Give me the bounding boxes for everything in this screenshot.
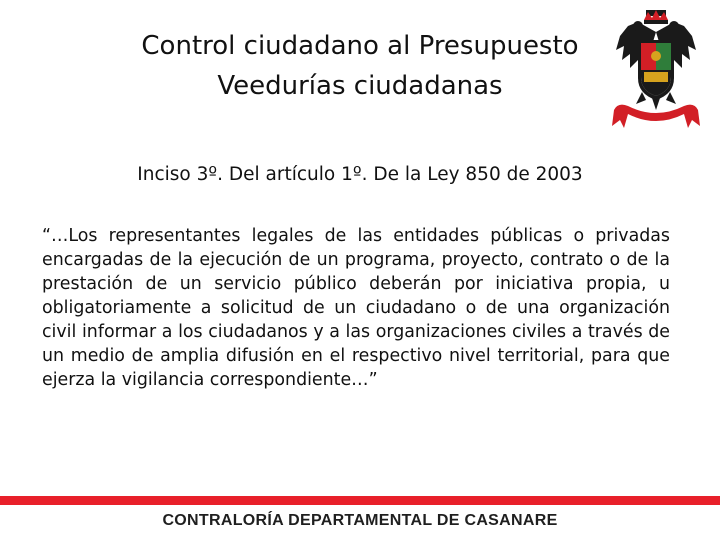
footer-organization: CONTRALORÍA DEPARTAMENTAL DE CASANARE <box>162 512 558 529</box>
footer-bar <box>0 496 720 505</box>
title-line-1: Control ciudadano al Presupuesto <box>141 31 579 61</box>
shield-icon <box>638 40 674 100</box>
slide-title <box>60 26 660 106</box>
crown-icon <box>644 10 668 24</box>
title-line-2: Veedurías ciudadanas <box>217 71 503 101</box>
law-reference: Inciso 3º. Del artículo 1º. De la Ley 850 de 2003 <box>137 164 583 185</box>
law-quote: “…Los representantes legales de las entidades públicas o privadas encargadas de la ejecución de un programa, proyecto, contrato o de la prestación de un servicio público deberán por iniciativa propia, u obligatoriamente a solicitud de un ciudadano o de una organización civil informar a los ciudadanos y a las organizaciones civiles a través de un medio de amplia difusión en el respectivo nivel territorial, para que ejerza la vigilancia correspondiente…” <box>42 226 670 390</box>
coat-of-arms-icon <box>608 6 704 132</box>
